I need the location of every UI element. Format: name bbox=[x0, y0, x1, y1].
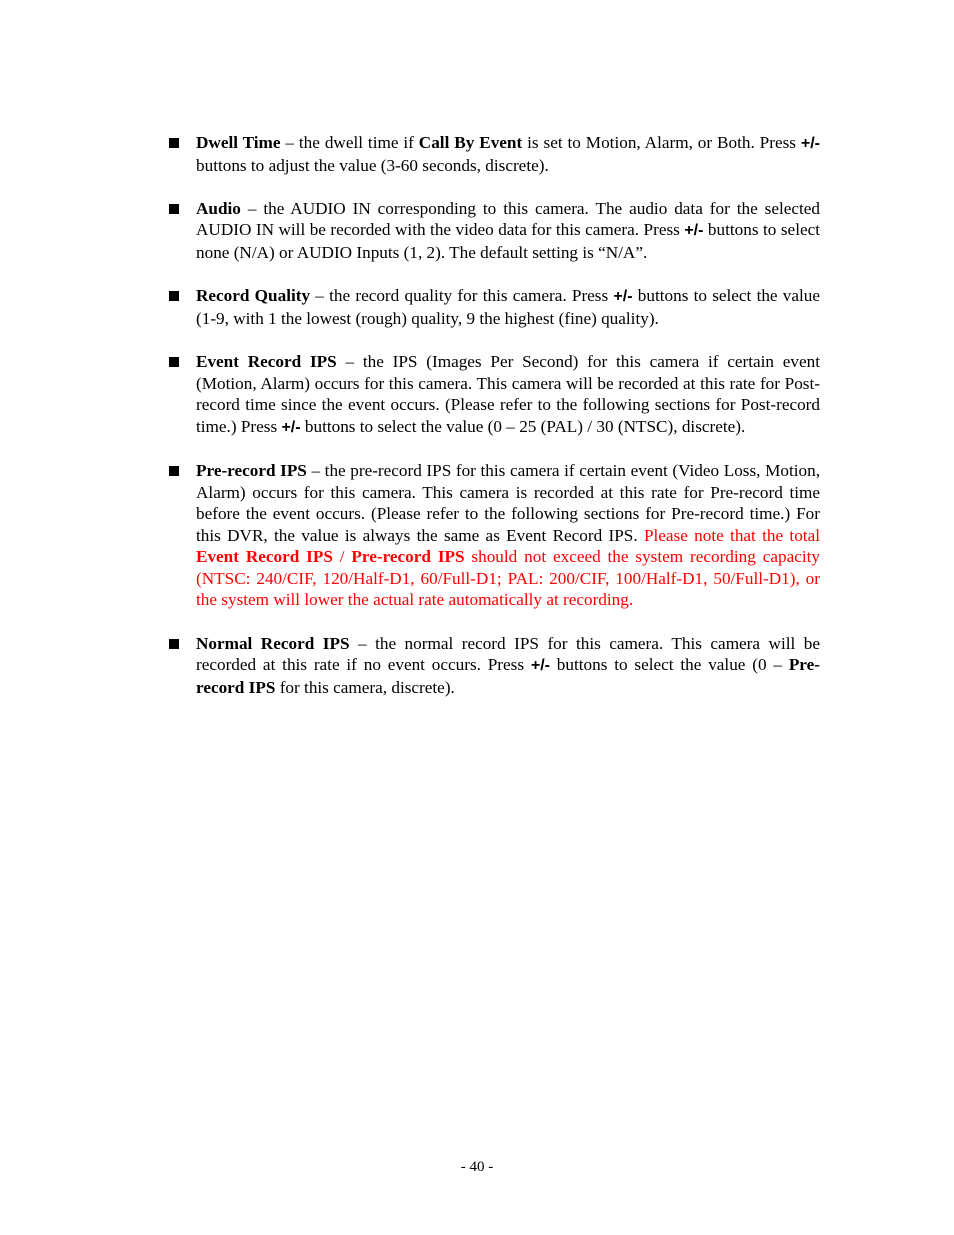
item-term-secondary: Call By Event bbox=[418, 133, 523, 152]
item-text: – the IPS (Images Per Second) for this camera if certain event (Motion, Alarm) occurs for this camera. This camera will be recorded at this rate for Post-record time since the event occurs. (Please refer to the following sections for Post-record time.) Press bbox=[196, 351, 820, 436]
item-text: for this camera, discrete). bbox=[275, 677, 455, 697]
item-text: buttons to adjust the value (3-60 seconds, discrete). bbox=[196, 155, 549, 175]
item-text: buttons to select the value (0 – 25 (PAL) / 30 (NTSC), discrete). bbox=[300, 416, 746, 436]
item-text: – the dwell time if bbox=[280, 133, 419, 152]
plus-minus-button-label: +/- bbox=[530, 657, 550, 675]
list-item-audio bbox=[168, 198, 820, 264]
item-term-secondary: Pre-record IPS bbox=[196, 655, 820, 697]
plus-minus-button-label: +/- bbox=[281, 418, 301, 436]
item-term: Event Record IPS bbox=[196, 351, 337, 371]
item-text: buttons to select the value (1-9, with 1 the lowest (rough) quality, 9 the highest (fine) quality). bbox=[196, 286, 821, 328]
square-bullet-icon bbox=[169, 357, 179, 367]
plus-minus-button-label: +/- bbox=[684, 222, 704, 240]
plus-minus-button-label: +/- bbox=[800, 135, 820, 152]
warning-term: Event Record IPS bbox=[196, 547, 333, 567]
item-text: – the AUDIO IN corresponding to this camera. The audio data for the selected AUDIO IN will be recorded with the video data for this camera. Press bbox=[196, 198, 820, 240]
plus-minus-button-label: +/- bbox=[613, 288, 633, 306]
warning-text: Please note that the total bbox=[643, 525, 820, 545]
warning-text: / bbox=[332, 547, 352, 567]
square-bullet-icon bbox=[169, 466, 179, 476]
square-bullet-icon bbox=[169, 204, 179, 214]
item-term: Normal Record IPS bbox=[196, 633, 350, 653]
square-bullet-icon bbox=[169, 291, 179, 301]
square-bullet-icon bbox=[169, 639, 179, 649]
item-text: buttons to select none (N/A) or AUDIO Inputs (1, 2). The default setting is “N/A”. bbox=[196, 220, 820, 262]
square-bullet-icon bbox=[169, 138, 179, 148]
list-item-event-record-ips bbox=[168, 351, 820, 438]
document-body bbox=[168, 132, 820, 720]
item-term: Audio bbox=[196, 198, 241, 218]
list-item-normal-record-ips bbox=[168, 633, 820, 699]
list-item-pre-record-ips bbox=[168, 460, 820, 611]
warning-term: Pre-record IPS bbox=[351, 547, 465, 567]
page-number: - 40 - bbox=[460, 1159, 494, 1175]
list-item-dwell-time bbox=[168, 132, 820, 176]
item-text: – the pre-record IPS for this camera if certain event (Video Loss, Motion, Alarm) occurs for this camera. This camera is recorded at this rate for Pre-record time before the event occurs. (Please refer to the following sections for Pre-record time.) For this DVR, the value is always the same as Event Record IPS. bbox=[196, 460, 820, 545]
item-term: Record Quality bbox=[196, 286, 311, 306]
item-term: Pre-record IPS bbox=[196, 460, 307, 480]
item-text: buttons to select the value (0 – bbox=[549, 655, 789, 675]
item-term: Dwell Time bbox=[196, 133, 281, 152]
list-item-record-quality bbox=[168, 285, 820, 329]
warning-text: should not exceed the system recording capacity (NTSC: 240/CIF, 120/Half-D1, 60/Full-D1; PAL: 200/CIF, 100/Half-D1, 50/Full-D1), or the system will lower the actual rate automatically at recording. bbox=[196, 547, 820, 610]
item-text: – the normal record IPS for this camera. This camera will be recorded at this rate if no event occurs. Press bbox=[196, 633, 820, 675]
item-text: is set to Motion, Alarm, or Both. Press bbox=[522, 133, 801, 152]
item-text: – the record quality for this camera. Press bbox=[310, 286, 614, 306]
